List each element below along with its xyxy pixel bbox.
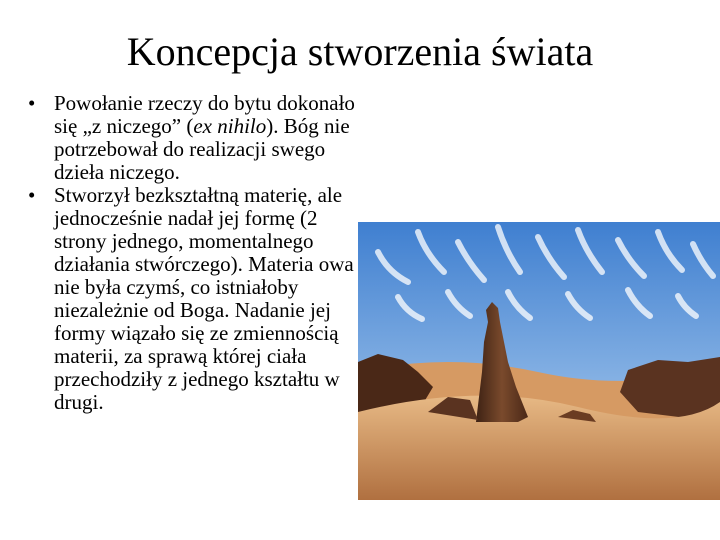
bullet-item-1 xyxy=(28,92,358,184)
desert-rock-formation-photo xyxy=(358,222,720,500)
bullet-marker: • xyxy=(28,183,36,207)
bullet-list xyxy=(28,92,358,414)
bullet-marker: • xyxy=(28,91,36,115)
slide-title: Koncepcja stworzenia świata xyxy=(126,29,594,74)
bullet-text-part: Stworzył bezkształtną materię, ale jednocześnie nadał jej formę (2 strony jednego, momentalnego działania stwórczego). Materia owa nie była czymś, co istniałoby niezależnie od Boga. Nadanie jej formy wiązało się ze zmiennością materii, za sprawą której ciała przechodziły z jednego kształtu w drugi. xyxy=(54,183,354,414)
bullet-item-2 xyxy=(28,184,358,414)
bullet-text-part: ). Bóg nie potrzebował do realizacji swego dzieła niczego. xyxy=(54,114,350,184)
bullet-text-italic: ex nihilo xyxy=(193,114,267,138)
bullet-text-part: Powołanie rzeczy do bytu dokonało się „z niczego” ( xyxy=(54,91,355,138)
